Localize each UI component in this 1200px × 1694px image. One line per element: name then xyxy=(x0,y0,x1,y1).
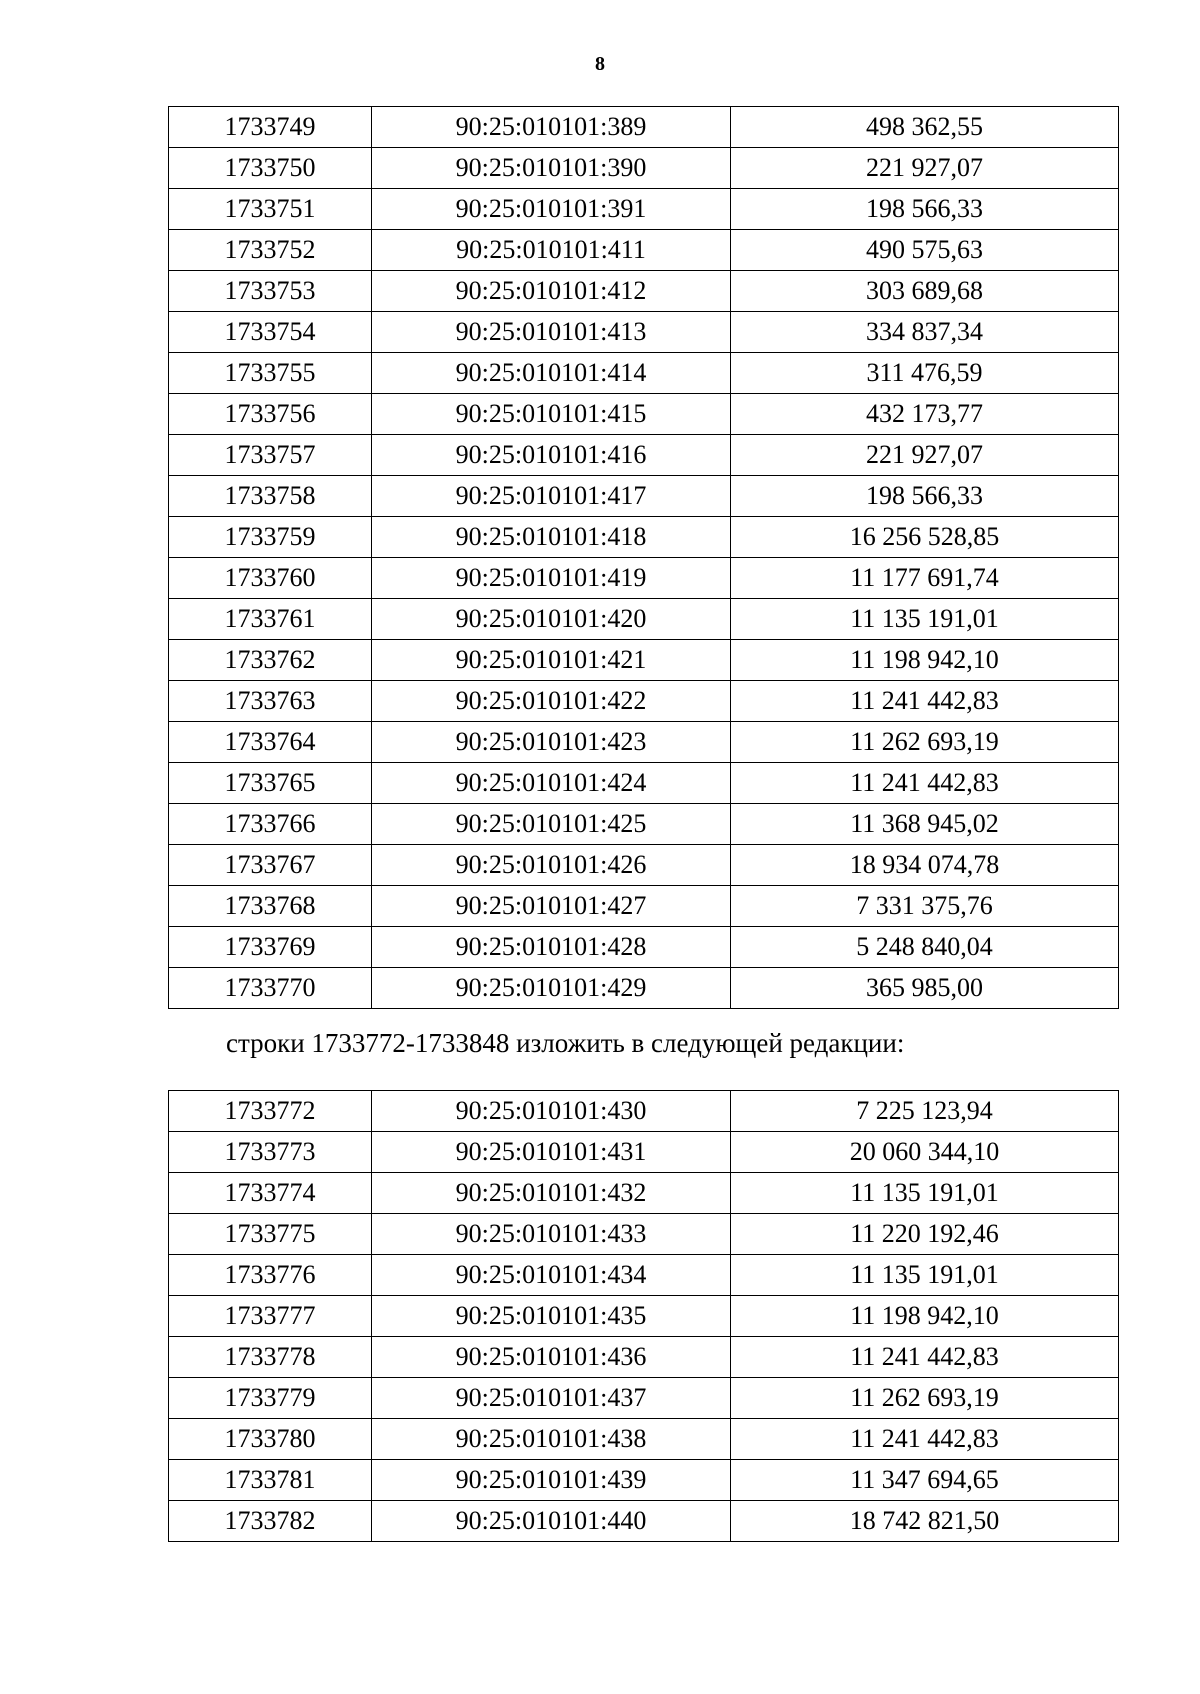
value-cell: 432 173,77 xyxy=(731,394,1119,435)
value-cell: 498 362,55 xyxy=(731,107,1119,148)
cadastral-number-cell: 90:25:010101:412 xyxy=(372,271,731,312)
row-number-cell: 1733749 xyxy=(169,107,372,148)
cadastral-number-cell: 90:25:010101:414 xyxy=(372,353,731,394)
cadastral-number-cell: 90:25:010101:389 xyxy=(372,107,731,148)
table-row xyxy=(169,1173,1119,1214)
cadastral-number-cell: 90:25:010101:437 xyxy=(372,1378,731,1419)
value-cell: 7 225 123,94 xyxy=(731,1091,1119,1132)
row-number-cell: 1733775 xyxy=(169,1214,372,1255)
table-body xyxy=(169,107,1119,1009)
row-number-cell: 1733752 xyxy=(169,230,372,271)
table-body xyxy=(169,1091,1119,1542)
cadastral-number-cell: 90:25:010101:416 xyxy=(372,435,731,476)
table-row xyxy=(169,394,1119,435)
table-row xyxy=(169,1132,1119,1173)
cadastral-number-cell: 90:25:010101:418 xyxy=(372,517,731,558)
row-number-cell: 1733773 xyxy=(169,1132,372,1173)
instruction-text: строки 1733772-1733848 изложить в следующей редакции: xyxy=(226,1028,905,1058)
value-cell: 18 742 821,50 xyxy=(731,1501,1119,1542)
row-number-cell: 1733768 xyxy=(169,886,372,927)
cadastral-number-cell: 90:25:010101:430 xyxy=(372,1091,731,1132)
table-row xyxy=(169,599,1119,640)
table-row xyxy=(169,640,1119,681)
cadastral-number-cell: 90:25:010101:431 xyxy=(372,1132,731,1173)
table-row xyxy=(169,1337,1119,1378)
row-number-cell: 1733765 xyxy=(169,763,372,804)
cadastral-number-cell: 90:25:010101:434 xyxy=(372,1255,731,1296)
value-cell: 11 135 191,01 xyxy=(731,599,1119,640)
table-row xyxy=(169,1378,1119,1419)
value-cell: 11 198 942,10 xyxy=(731,1296,1119,1337)
cadastral-number-cell: 90:25:010101:423 xyxy=(372,722,731,763)
cadastral-number-cell: 90:25:010101:425 xyxy=(372,804,731,845)
cadastral-number-cell: 90:25:010101:391 xyxy=(372,189,731,230)
table-row xyxy=(169,1091,1119,1132)
value-cell: 5 248 840,04 xyxy=(731,927,1119,968)
value-cell: 11 241 442,83 xyxy=(731,763,1119,804)
value-cell: 11 347 694,65 xyxy=(731,1460,1119,1501)
row-number-cell: 1733766 xyxy=(169,804,372,845)
row-number-cell: 1733761 xyxy=(169,599,372,640)
cadastral-number-cell: 90:25:010101:421 xyxy=(372,640,731,681)
cadastral-number-cell: 90:25:010101:436 xyxy=(372,1337,731,1378)
cadastral-number-cell: 90:25:010101:411 xyxy=(372,230,731,271)
row-number-cell: 1733764 xyxy=(169,722,372,763)
row-number-cell: 1733763 xyxy=(169,681,372,722)
table-row xyxy=(169,148,1119,189)
row-number-cell: 1733751 xyxy=(169,189,372,230)
table-row xyxy=(169,1255,1119,1296)
value-cell: 11 241 442,83 xyxy=(731,1337,1119,1378)
table-row xyxy=(169,558,1119,599)
table-row xyxy=(169,927,1119,968)
table-row xyxy=(169,517,1119,558)
row-number-cell: 1733754 xyxy=(169,312,372,353)
cadastral-number-cell: 90:25:010101:415 xyxy=(372,394,731,435)
row-number-cell: 1733762 xyxy=(169,640,372,681)
row-number-cell: 1733770 xyxy=(169,968,372,1009)
value-cell: 11 135 191,01 xyxy=(731,1173,1119,1214)
value-cell: 198 566,33 xyxy=(731,189,1119,230)
table-row xyxy=(169,1419,1119,1460)
row-number-cell: 1733760 xyxy=(169,558,372,599)
value-cell: 11 262 693,19 xyxy=(731,1378,1119,1419)
row-number-cell: 1733772 xyxy=(169,1091,372,1132)
value-cell: 11 135 191,01 xyxy=(731,1255,1119,1296)
table-row xyxy=(169,1296,1119,1337)
table-row xyxy=(169,1214,1119,1255)
cadastral-number-cell: 90:25:010101:422 xyxy=(372,681,731,722)
value-cell: 334 837,34 xyxy=(731,312,1119,353)
cadastral-number-cell: 90:25:010101:440 xyxy=(372,1501,731,1542)
table-row xyxy=(169,230,1119,271)
value-cell: 221 927,07 xyxy=(731,435,1119,476)
table-row xyxy=(169,1501,1119,1542)
value-cell: 11 241 442,83 xyxy=(731,681,1119,722)
table-row xyxy=(169,845,1119,886)
table-row xyxy=(169,722,1119,763)
table-row xyxy=(169,189,1119,230)
cadastral-number-cell: 90:25:010101:428 xyxy=(372,927,731,968)
row-number-cell: 1733750 xyxy=(169,148,372,189)
value-cell: 303 689,68 xyxy=(731,271,1119,312)
value-cell: 11 368 945,02 xyxy=(731,804,1119,845)
value-cell: 11 220 192,46 xyxy=(731,1214,1119,1255)
value-cell: 11 198 942,10 xyxy=(731,640,1119,681)
cadastral-number-cell: 90:25:010101:413 xyxy=(372,312,731,353)
cadastral-number-cell: 90:25:010101:420 xyxy=(372,599,731,640)
value-cell: 16 256 528,85 xyxy=(731,517,1119,558)
row-number-cell: 1733776 xyxy=(169,1255,372,1296)
table-row xyxy=(169,886,1119,927)
table-row xyxy=(169,353,1119,394)
table-row xyxy=(169,1460,1119,1501)
table-row xyxy=(169,435,1119,476)
value-cell: 11 241 442,83 xyxy=(731,1419,1119,1460)
cadastral-number-cell: 90:25:010101:417 xyxy=(372,476,731,517)
table-row xyxy=(169,107,1119,148)
table-row xyxy=(169,312,1119,353)
row-number-cell: 1733759 xyxy=(169,517,372,558)
page-number: 8 xyxy=(595,53,605,75)
value-cell: 490 575,63 xyxy=(731,230,1119,271)
value-cell: 221 927,07 xyxy=(731,148,1119,189)
value-cell: 11 262 693,19 xyxy=(731,722,1119,763)
row-number-cell: 1733774 xyxy=(169,1173,372,1214)
value-cell: 365 985,00 xyxy=(731,968,1119,1009)
cadastral-number-cell: 90:25:010101:432 xyxy=(372,1173,731,1214)
value-cell: 7 331 375,76 xyxy=(731,886,1119,927)
row-number-cell: 1733779 xyxy=(169,1378,372,1419)
value-cell: 311 476,59 xyxy=(731,353,1119,394)
cadastral-table-1 xyxy=(168,106,1119,1009)
value-cell: 20 060 344,10 xyxy=(731,1132,1119,1173)
cadastral-number-cell: 90:25:010101:429 xyxy=(372,968,731,1009)
row-number-cell: 1733778 xyxy=(169,1337,372,1378)
cadastral-table-2 xyxy=(168,1090,1119,1542)
table-row xyxy=(169,476,1119,517)
table-row xyxy=(169,968,1119,1009)
value-cell: 11 177 691,74 xyxy=(731,558,1119,599)
row-number-cell: 1733753 xyxy=(169,271,372,312)
row-number-cell: 1733782 xyxy=(169,1501,372,1542)
cadastral-number-cell: 90:25:010101:427 xyxy=(372,886,731,927)
row-number-cell: 1733755 xyxy=(169,353,372,394)
cadastral-number-cell: 90:25:010101:433 xyxy=(372,1214,731,1255)
row-number-cell: 1733758 xyxy=(169,476,372,517)
cadastral-number-cell: 90:25:010101:426 xyxy=(372,845,731,886)
table-row xyxy=(169,681,1119,722)
cadastral-number-cell: 90:25:010101:438 xyxy=(372,1419,731,1460)
cadastral-number-cell: 90:25:010101:390 xyxy=(372,148,731,189)
row-number-cell: 1733780 xyxy=(169,1419,372,1460)
row-number-cell: 1733757 xyxy=(169,435,372,476)
value-cell: 18 934 074,78 xyxy=(731,845,1119,886)
row-number-cell: 1733777 xyxy=(169,1296,372,1337)
cadastral-number-cell: 90:25:010101:435 xyxy=(372,1296,731,1337)
table-row xyxy=(169,271,1119,312)
row-number-cell: 1733781 xyxy=(169,1460,372,1501)
cadastral-number-cell: 90:25:010101:419 xyxy=(372,558,731,599)
table-row xyxy=(169,804,1119,845)
row-number-cell: 1733769 xyxy=(169,927,372,968)
row-number-cell: 1733756 xyxy=(169,394,372,435)
row-number-cell: 1733767 xyxy=(169,845,372,886)
table-row xyxy=(169,763,1119,804)
value-cell: 198 566,33 xyxy=(731,476,1119,517)
cadastral-number-cell: 90:25:010101:424 xyxy=(372,763,731,804)
cadastral-number-cell: 90:25:010101:439 xyxy=(372,1460,731,1501)
